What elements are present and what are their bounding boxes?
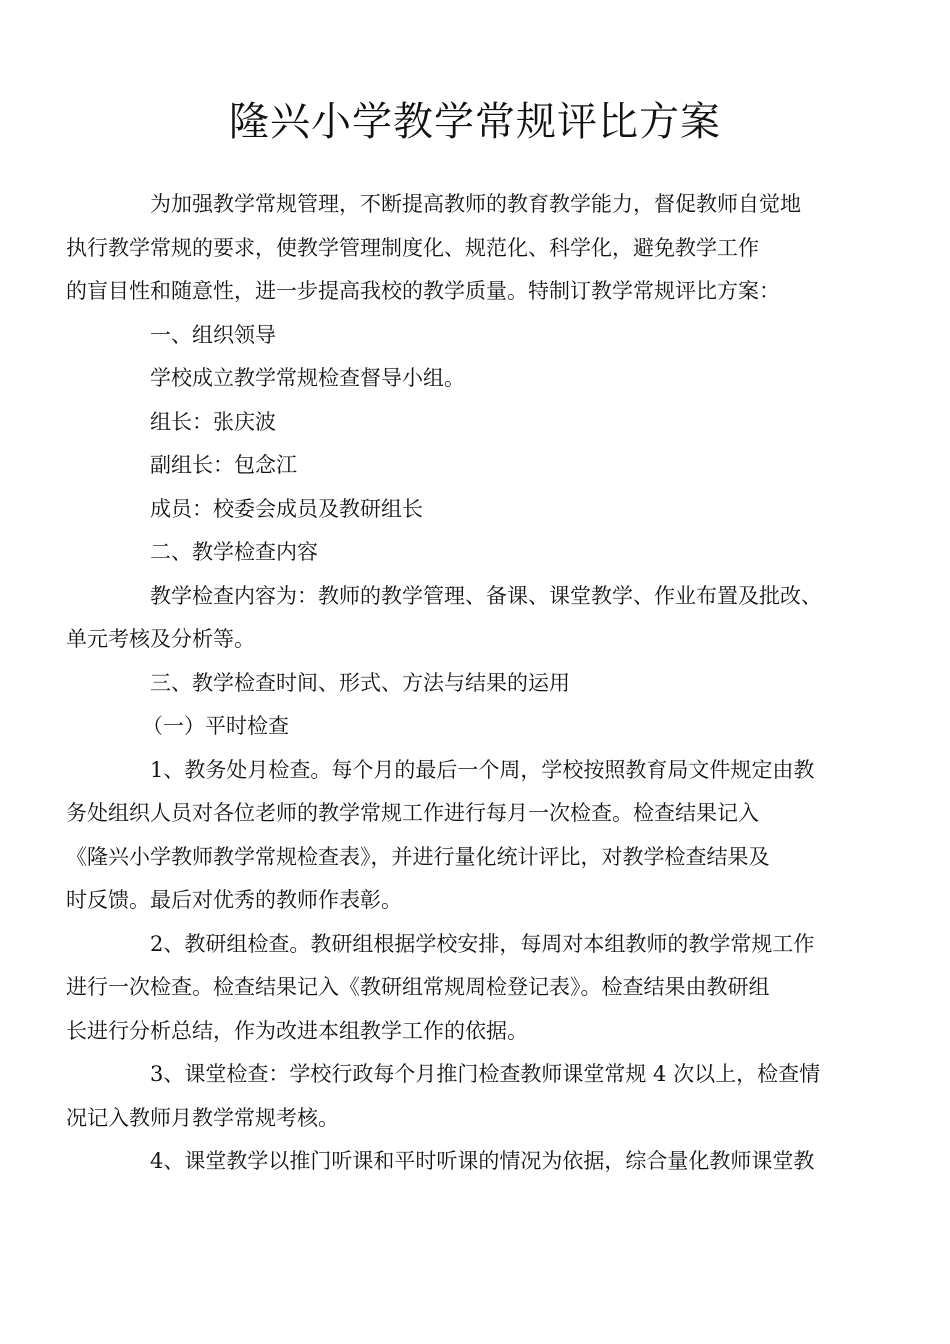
text-line: 副组长：包念江: [150, 453, 297, 477]
paragraph-class-teaching: [108, 1140, 848, 1184]
heading-routine-check: [108, 705, 848, 749]
paragraph-intro: [66, 183, 848, 314]
text-line: （一）平时检查: [142, 714, 289, 738]
heading-time-method: [108, 662, 848, 706]
text-line: 4、课堂教学以推门听课和平时听课的情况为依据，综合量化教师课堂教: [150, 1149, 815, 1173]
text-line: 执行教学常规的要求，使教学管理制度化、规范化、科学化，避免教学工作: [66, 235, 759, 260]
paragraph-class-check: [66, 1053, 848, 1140]
heading-organization: [108, 314, 848, 358]
text-line: 三、教学检查时间、形式、方法与结果的运用: [150, 670, 570, 695]
text-line: 组长：张庆波: [150, 409, 276, 434]
text-line: 2、教研组检查。教研组根据学校安排，每周对本组教师的教学常规工作: [150, 931, 815, 956]
text-line: 单元考核及分析等。: [66, 627, 255, 651]
paragraph-members: [108, 488, 848, 532]
document-body: [66, 183, 848, 1184]
paragraph-monthly-check: [66, 749, 848, 923]
text-line: 教学检查内容为：教师的教学管理、备课、课堂教学、作业布置及批改、: [150, 583, 822, 608]
text-line: 况记入教师月教学常规考核。: [66, 1105, 339, 1130]
text-line: 时反馈。最后对优秀的教师作表彰。: [66, 888, 402, 912]
text-line: 长进行分析总结，作为改进本组教学工作的依据。: [66, 1018, 528, 1043]
paragraph-deputy: [108, 444, 848, 488]
paragraph-group-check: [66, 923, 848, 1054]
paragraph-leader: [108, 401, 848, 445]
text-line: 成员：校委会成员及教研组长: [150, 496, 423, 521]
document-title: 隆兴小学教学常规评比方案: [229, 99, 721, 145]
text-line: 的盲目性和随意性，进一步提高我校的教学质量。特制订教学常规评比方案：: [66, 279, 780, 303]
text-line: 为加强教学常规管理，不断提高教师的教育教学能力，督促教师自觉地: [150, 192, 801, 216]
paragraph-content: [66, 575, 848, 662]
heading-content: [108, 531, 848, 575]
text-line: 进行一次检查。检查结果记入《教研组常规周检登记表》。检查结果由教研组: [66, 975, 770, 999]
text-line: 二、教学检查内容: [150, 540, 318, 564]
text-line: 1、教务处月检查。每个月的最后一个周，学校按照教育局文件规定由教: [150, 757, 815, 782]
text-line: 《隆兴小学教师教学常规检查表》，并进行量化统计评比，对教学检查结果及: [66, 844, 770, 869]
text-line: 务处组织人员对各位老师的教学常规工作进行每月一次检查。检查结果记入: [66, 801, 759, 825]
text-line: 3、课堂检查：学校行政每个月推门检查教师课堂常规 4 次以上，检查情: [150, 1062, 821, 1086]
paragraph-group: [108, 357, 848, 401]
text-line: 学校成立教学常规检查督导小组。: [150, 366, 465, 390]
text-line: 一、组织领导: [150, 322, 276, 347]
